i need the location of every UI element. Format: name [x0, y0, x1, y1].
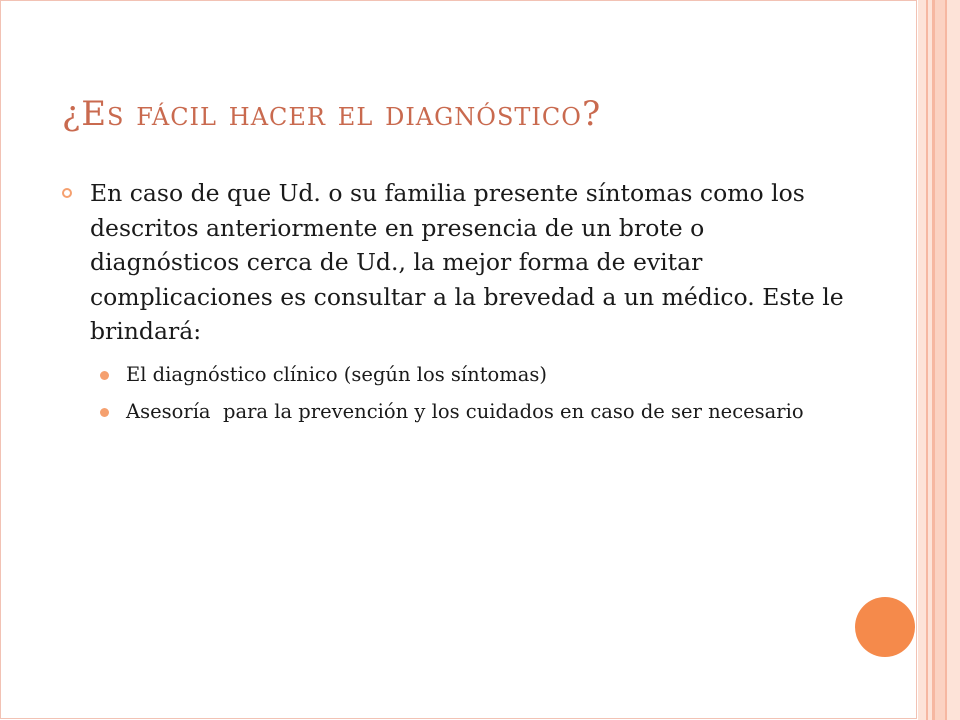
sub-bullet-text: El diagnóstico clínico (según los síntomas) — [126, 362, 548, 386]
decor-stripe — [947, 0, 960, 720]
slide-content — [62, 176, 852, 436]
main-bullet-text: En caso de que Ud. o su familia presente síntomas como los descritos anteriormente en presencia de un brote o diagnósticos cerca de Ud., la mejor forma de evitar complicaciones es consultar a la brevedad a un médico. Este le brindará: — [90, 179, 844, 346]
dot-bullet-icon — [100, 371, 109, 380]
dot-bullet-icon — [100, 408, 109, 417]
sub-bullet-item — [100, 361, 852, 389]
decor-stripe — [935, 0, 945, 720]
sub-bullet-text: Asesoría para la prevención y los cuidados en caso de ser necesario — [126, 400, 804, 424]
sub-bullet-item — [100, 398, 852, 426]
orange-circle-decor — [855, 597, 915, 657]
main-bullet-item — [62, 176, 852, 349]
slide-title: ¿Es fácil hacer el diagnóstico? — [62, 94, 602, 134]
decor-stripe — [918, 0, 926, 720]
ring-bullet-icon — [62, 188, 72, 198]
sub-bullet-list — [62, 361, 852, 426]
